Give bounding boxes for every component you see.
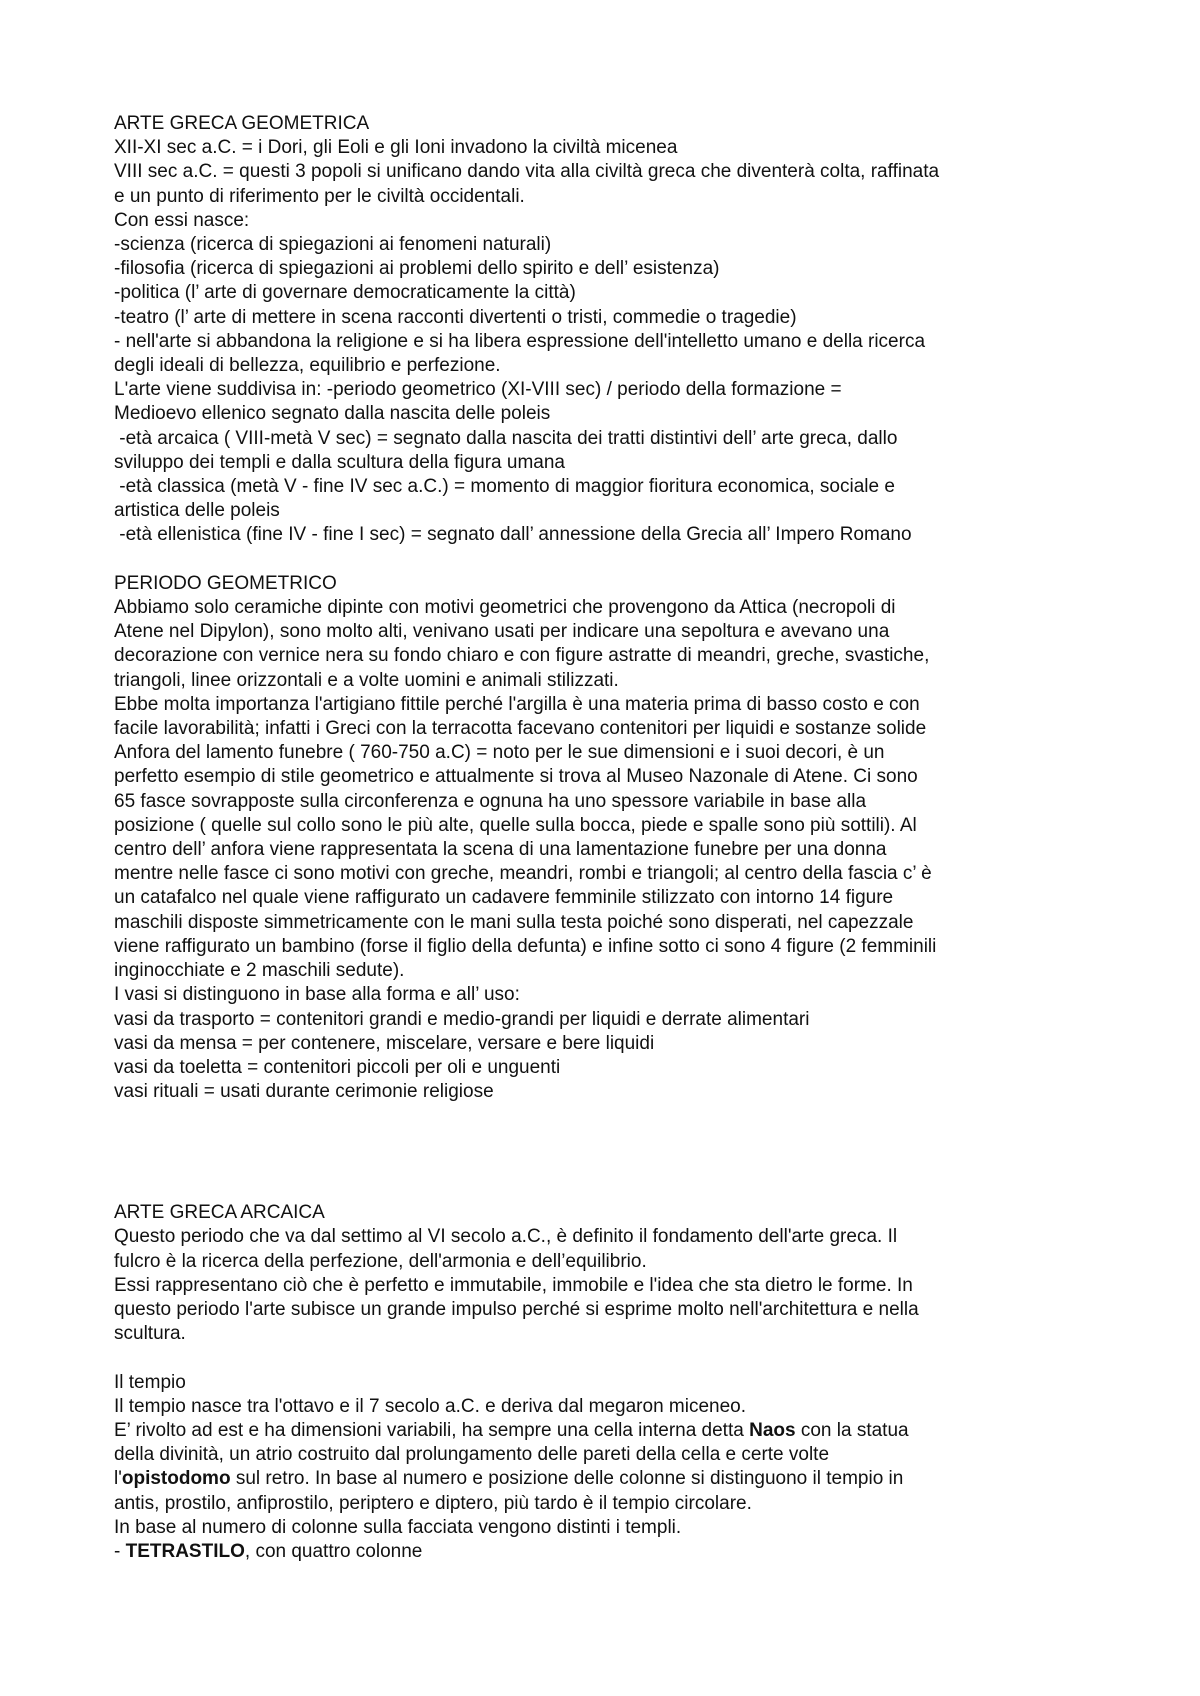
text-line: vasi da toeletta = contenitori piccoli per oli e unguenti xyxy=(114,1056,561,1078)
text-line: - nell'arte si abbandona la religione e si ha libera espressione dell'intelletto umano e della ricerca xyxy=(114,330,926,352)
text-line: Atene nel Dipylon), sono molto alti, venivano usati per indicare una sepoltura e avevano una xyxy=(114,621,890,643)
text-line xyxy=(114,1467,1094,1491)
text-line: Anfora del lamento funebre ( 760-750 a.C) = noto per le sue dimensioni e i suoi decori, è un xyxy=(114,742,885,764)
text-line: Con essi nasce: xyxy=(114,209,250,231)
text-line: In base al numero di colonne sulla facciata vengono distinti i templi. xyxy=(114,1516,682,1538)
text-line: antis, prostilo, anfiprostilo, periptero e diptero, più tardo è il tempio circolare. xyxy=(114,1492,752,1514)
spacer xyxy=(114,1177,1094,1201)
text-line: -politica (l’ arte di governare democraticamente la città) xyxy=(114,282,576,304)
section-arcaica-body xyxy=(114,1225,1094,1346)
text-line: Questo periodo che va dal settimo al VI secolo a.C., è definito il fondamento dell'arte greca. Il xyxy=(114,1226,898,1248)
heading-periodo-geometrico: PERIODO GEOMETRICO xyxy=(114,572,337,594)
text-run: sul retro. In base al numero e posizione delle colonne si distinguono il tempio in xyxy=(230,1468,904,1490)
heading-arte-greca-arcaica: ARTE GRECA ARCAICA xyxy=(114,1202,325,1224)
text-line: -età ellenistica (fine IV - fine I sec) = segnato dall’ annessione della Grecia all’ Impero Romano xyxy=(114,524,912,546)
text-line: 65 fasce sovrapposte sulla circonferenza e ognuna ha uno spessore variabile in base alla xyxy=(114,790,867,812)
document-page xyxy=(114,112,1094,1564)
text-line: I vasi si distinguono in base alla forma e all’ uso: xyxy=(114,984,520,1006)
text-line: un catafalco nel quale viene raffigurato un cadavere femminile stilizzato con intorno 14 figure xyxy=(114,887,894,909)
text-line: triangoli, linee orizzontali e a volte uomini e animali stilizzati. xyxy=(114,669,619,691)
text-line: Ebbe molta importanza l'artigiano fittile perché l'argilla è una materia prima di basso costo e con xyxy=(114,693,920,715)
text-line: questo periodo l'arte subisce un grande impulso perché si esprime molto nell'architettura e nella xyxy=(114,1298,919,1320)
text-line: decorazione con vernice nera su fondo chiaro e con figure astratte di meandri, greche, svastiche, xyxy=(114,645,930,667)
text-line: sviluppo dei templi e dalla scultura della figura umana xyxy=(114,451,565,473)
text-line: facile lavorabilità; infatti i Greci con la terracotta facevano contenitori per liquidi e sostanze solide xyxy=(114,718,927,740)
text-line: Abbiamo solo ceramiche dipinte con motivi geometrici che provengono da Attica (necropoli di xyxy=(114,597,896,619)
text-line: Essi rappresentano ciò che è perfetto e immutabile, immobile e l'idea che sta dietro le forme. In xyxy=(114,1274,913,1296)
term-naos: Naos xyxy=(749,1419,796,1441)
section-periodo-body xyxy=(114,596,1094,1104)
section-tempio-body xyxy=(114,1395,1094,1564)
text-line: VIII sec a.C. = questi 3 popoli si unificano dando vita alla civiltà greca che diventerà colta, raffinata xyxy=(114,161,940,183)
text-run: , con quattro colonne xyxy=(244,1540,423,1562)
text-line: fulcro è la ricerca della perfezione, dell'armonia e dell’equilibrio. xyxy=(114,1250,647,1272)
term-tetrastilo: TETRASTILO xyxy=(125,1540,245,1562)
text-line: Medioevo ellenico segnato dalla nascita delle poleis xyxy=(114,403,551,425)
spacer xyxy=(114,1104,1094,1177)
text-line: -scienza (ricerca di spiegazioni ai fenomeni naturali) xyxy=(114,234,552,256)
text-line: mentre nelle fasce ci sono motivi con greche, meandri, rombi e triangoli; al centro della fascia c’ è xyxy=(114,863,932,885)
text-line xyxy=(114,1419,1094,1443)
text-line xyxy=(114,1540,1094,1564)
text-line: perfetto esempio di stile geometrico e attualmente si trova al Museo Nazonale di Atene. Ci sono xyxy=(114,766,918,788)
spacer xyxy=(114,548,1094,572)
text-line: Il tempio nasce tra l'ottavo e il 7 secolo a.C. e deriva dal megaron miceneo. xyxy=(114,1395,747,1417)
text-line: vasi da mensa = per contenere, miscelare, versare e bere liquidi xyxy=(114,1032,655,1054)
text-line: vasi rituali = usati durante cerimonie religiose xyxy=(114,1081,494,1103)
text-run: con la statua xyxy=(795,1419,909,1441)
term-opistodomo: opistodomo xyxy=(121,1468,231,1490)
text-line: inginocchiate e 2 maschili sedute). xyxy=(114,960,405,982)
heading-il-tempio: Il tempio xyxy=(114,1371,186,1393)
text-line: -età classica (metà V - fine IV sec a.C.) = momento di maggior fioritura economica, sociale e xyxy=(114,476,895,498)
section-geometrica-body xyxy=(114,136,1094,547)
text-line: viene raffigurato un bambino (forse il figlio della defunta) e infine sotto ci sono 4 figure (2 femminili xyxy=(114,935,937,957)
text-line: degli ideali di bellezza, equilibrio e perfezione. xyxy=(114,355,501,377)
text-line: maschili disposte simmetricamente con le mani sulla testa poiché sono disperati, nel capezzale xyxy=(114,911,914,933)
spacer xyxy=(114,1346,1094,1370)
text-line: artistica delle poleis xyxy=(114,500,280,522)
text-run: - xyxy=(114,1540,126,1562)
text-line: L'arte viene suddivisa in: -periodo geometrico (XI-VIII sec) / periodo della formazione = xyxy=(114,379,842,401)
text-line: della divinità, un atrio costruito dal prolungamento delle pareti della cella e certe volte xyxy=(114,1444,830,1466)
text-line: -età arcaica ( VIII-metà V sec) = segnato dalla nascita dei tratti distintivi dell’ arte greca, dallo xyxy=(114,427,898,449)
text-line: scultura. xyxy=(114,1323,186,1345)
text-line: XII-XI sec a.C. = i Dori, gli Eoli e gli Ioni invadono la civiltà micenea xyxy=(114,137,678,159)
text-line: posizione ( quelle sul collo sono le più alte, quelle sulla bocca, piede e spalle sono più sottili). Al xyxy=(114,814,917,836)
heading-arte-greca-geometrica: ARTE GRECA GEOMETRICA xyxy=(114,113,370,134)
text-line: vasi da trasporto = contenitori grandi e medio-grandi per liquidi e derrate alimentari xyxy=(114,1008,810,1030)
text-line: -teatro (l’ arte di mettere in scena racconti divertenti o tristi, commedie o tragedie) xyxy=(114,306,797,328)
text-line: -filosofia (ricerca di spiegazioni ai problemi dello spirito e dell’ esistenza) xyxy=(114,258,720,280)
text-line: e un punto di riferimento per le civiltà occidentali. xyxy=(114,185,525,207)
text-run: E’ rivolto ad est e ha dimensioni variabili, ha sempre una cella interna detta xyxy=(114,1419,750,1441)
text-line: centro dell’ anfora viene rappresentata la scena di una lamentazione funebre per una donna xyxy=(114,839,887,861)
text-run: l' xyxy=(114,1468,122,1490)
